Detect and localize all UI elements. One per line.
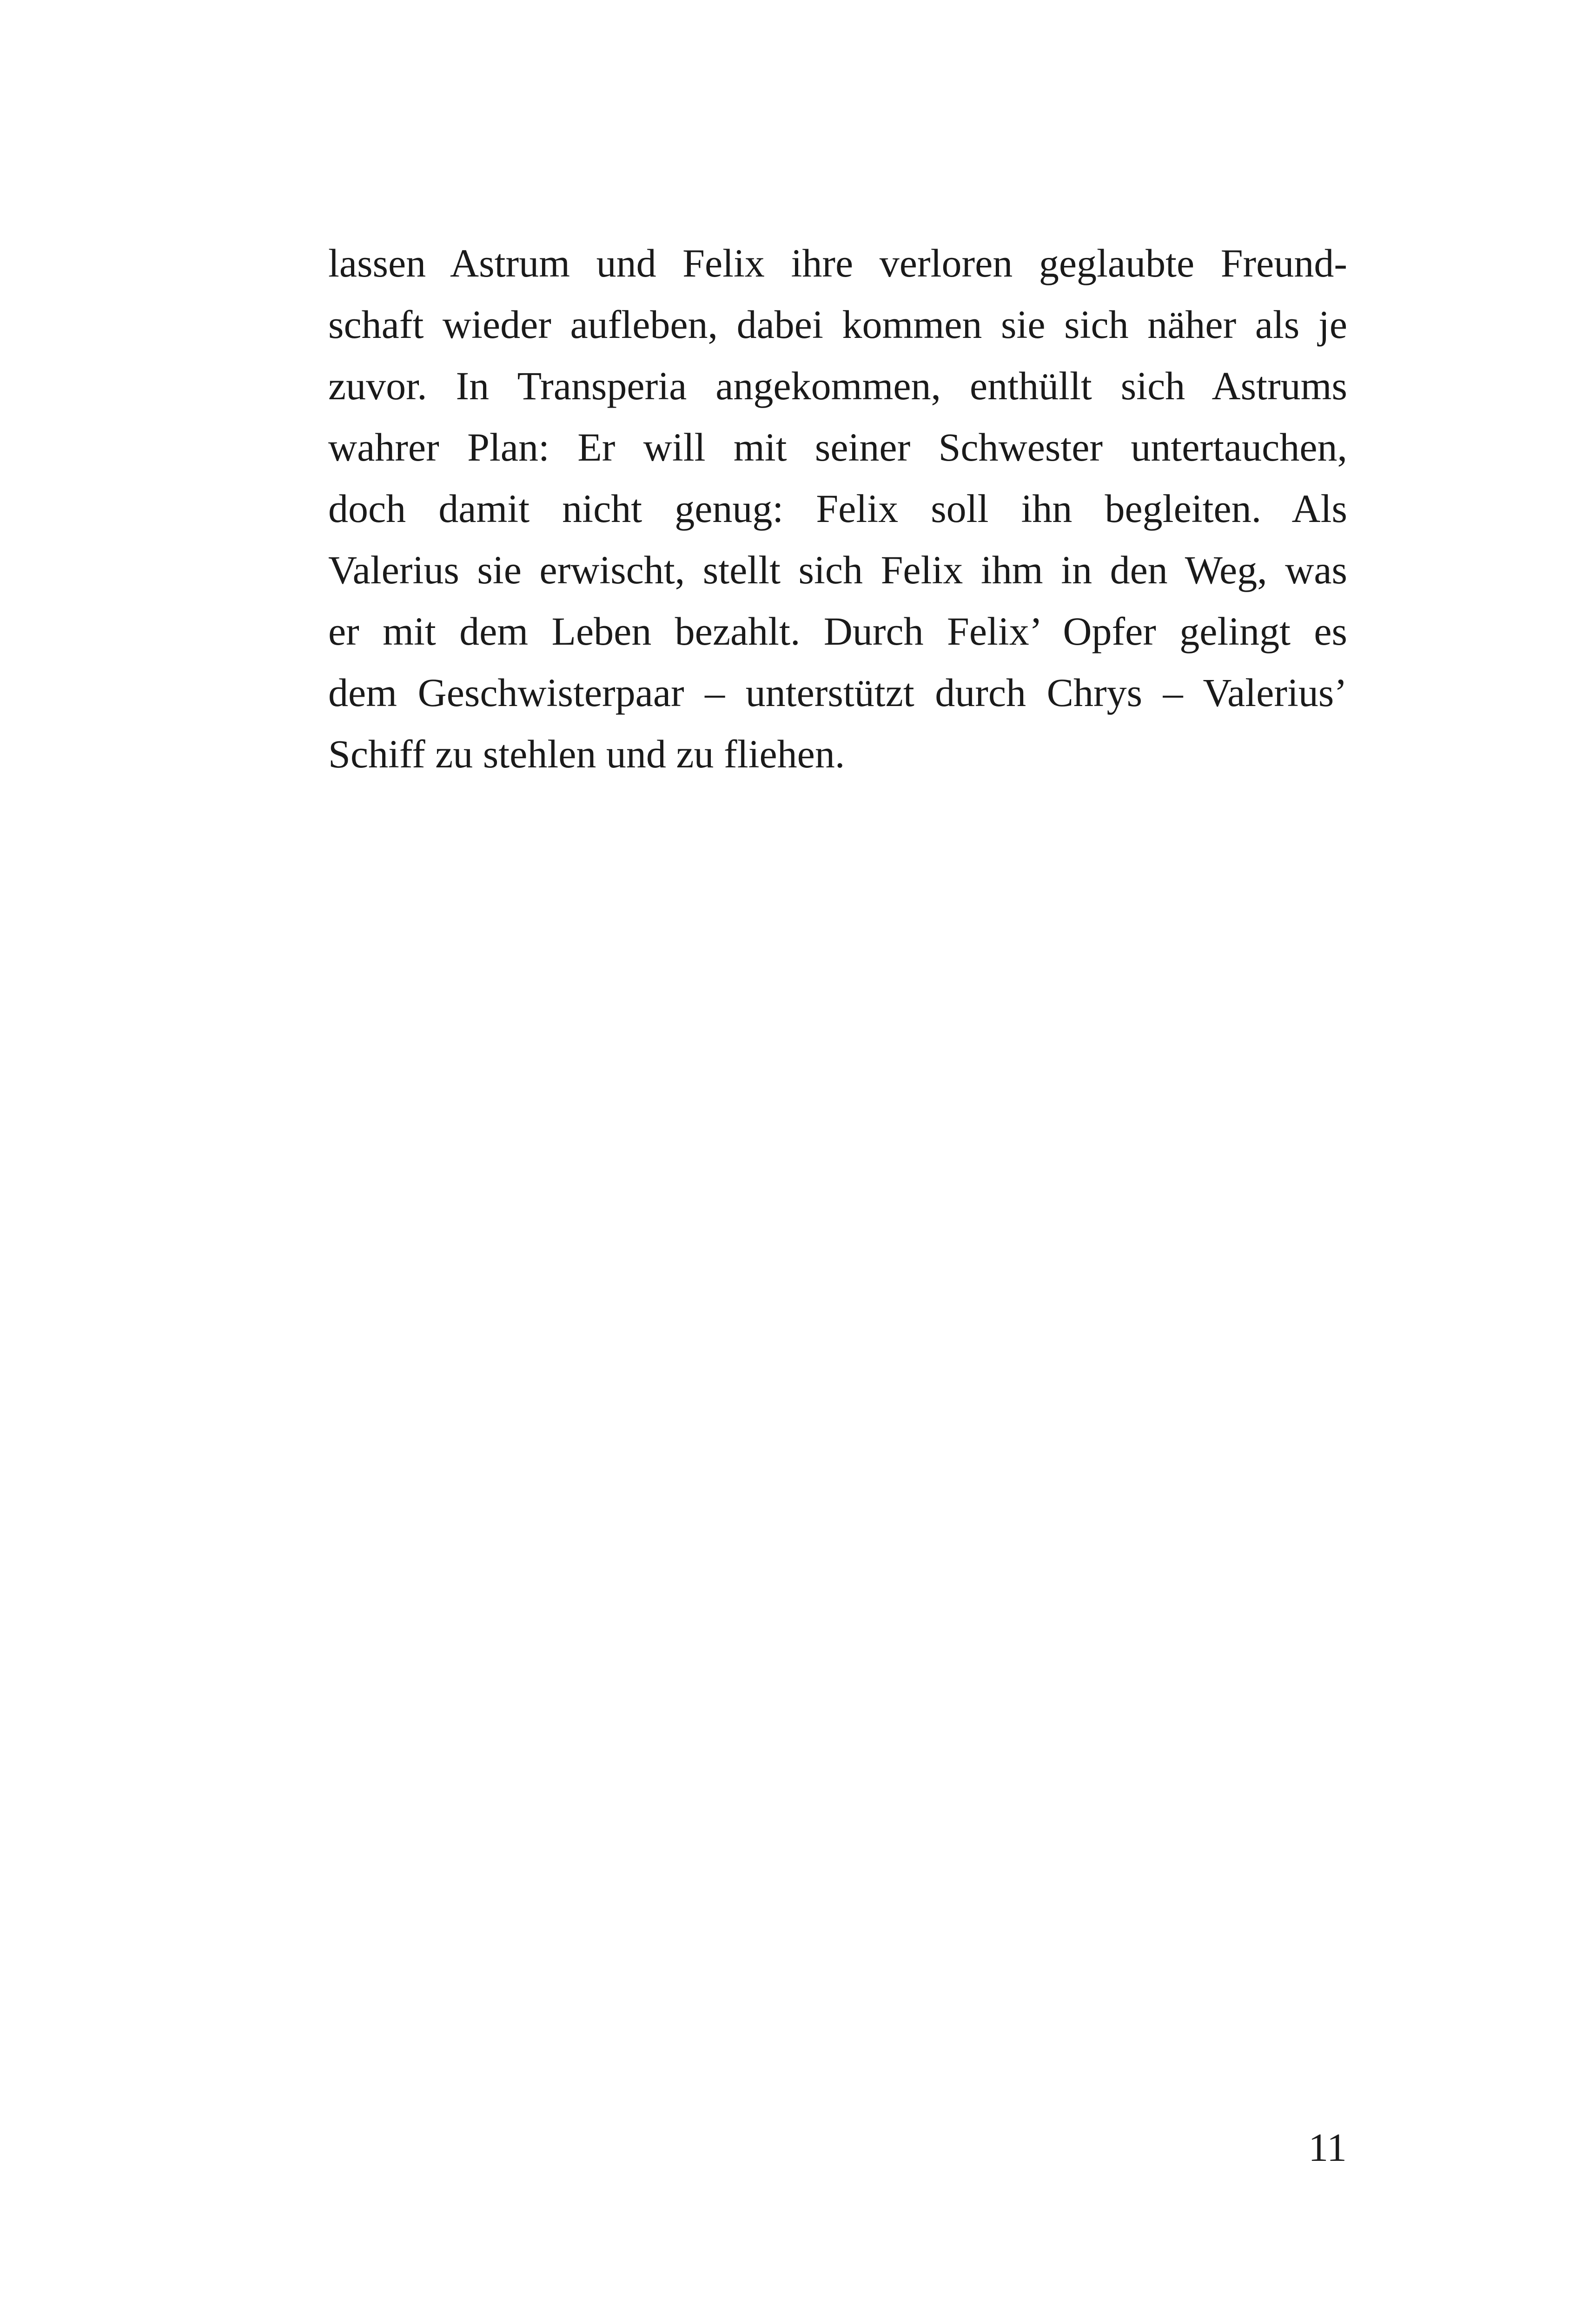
paragraph-line: er mit dem Leben bezahlt. Durch Felix’ Opfer gelingt es: [328, 609, 1347, 654]
page-number: 11: [1308, 2125, 1347, 2170]
paragraph-line: Valerius sie erwischt, stellt sich Felix ihm in den Weg, was: [328, 548, 1347, 592]
paragraph-line: doch damit nicht genug: Felix soll ihn begleiten. Als: [328, 486, 1347, 531]
paragraph-last-line: Schiff zu stehlen und zu fliehen.: [328, 732, 845, 776]
paragraph-line: dem Geschwisterpaar – unterstützt durch Chrys – Valerius’: [328, 670, 1347, 715]
body-paragraph: [328, 232, 1347, 785]
paragraph-line: wahrer Plan: Er will mit seiner Schwester untertauchen,: [328, 425, 1347, 469]
paragraph-line: lassen Astrum und Felix ihre verloren geglaubte Freund-: [328, 241, 1347, 285]
paragraph-line: zuvor. In Transperia angekommen, enthüllt sich Astrums: [328, 363, 1347, 408]
paragraph-line: schaft wieder aufleben, dabei kommen sie sich näher als je: [328, 302, 1347, 347]
